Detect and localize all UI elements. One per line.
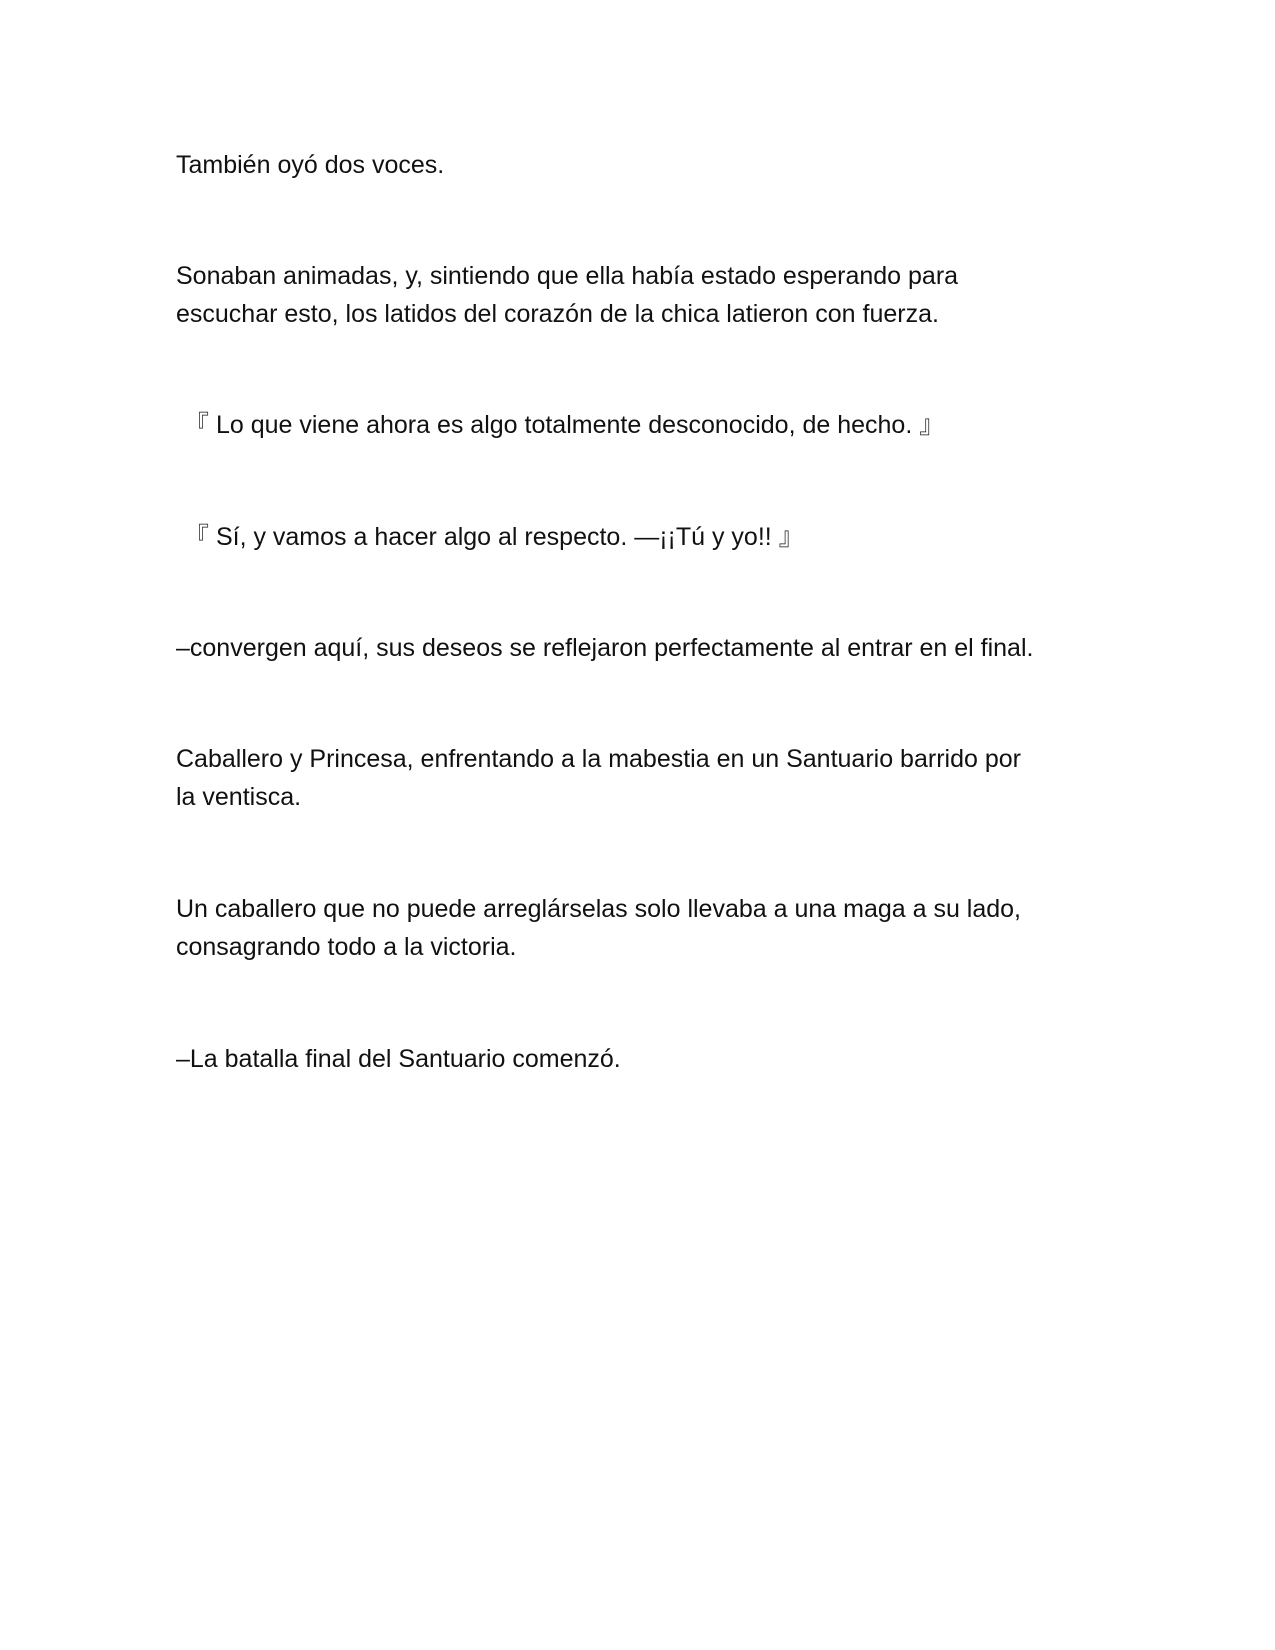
paragraph-line: consagrando todo a la victoria. — [176, 933, 517, 961]
paragraph-line: –La batalla final del Santuario comenzó. — [176, 1045, 621, 1073]
dialogue-quote-1 — [184, 406, 944, 444]
paragraph-7 — [176, 890, 1021, 966]
paragraph-line: También oyó dos voces. — [176, 151, 445, 179]
paragraph-line: –convergen aquí, sus deseos se reflejaron perfectamente al entrar en el final. — [176, 634, 1034, 662]
paragraph-line: Caballero y Princesa, enfrentando a la mabestia en un Santuario barrido por — [176, 745, 1021, 773]
paragraph-line: 『 Lo que viene ahora es algo totalmente desconocido, de hecho. 』 — [184, 411, 945, 439]
paragraph-line: la ventisca. — [176, 783, 302, 811]
paragraph-line: escuchar esto, los latidos del corazón de la chica latieron con fuerza. — [176, 300, 939, 328]
dialogue-quote-2 — [184, 518, 804, 556]
paragraph-line: Sonaban animadas, y, sintiendo que ella había estado esperando para — [176, 262, 959, 290]
paragraph-1 — [176, 146, 444, 184]
paragraph-6 — [176, 740, 1021, 816]
paragraph-8 — [176, 1040, 621, 1078]
paragraph-5 — [176, 629, 1033, 667]
paragraph-2 — [176, 257, 958, 333]
paragraph-line: Un caballero que no puede arreglárselas solo llevaba a una maga a su lado, — [176, 895, 1022, 923]
paragraph-line: 『 Sí, y vamos a hacer algo al respecto. —¡¡Tú y yo!! 』 — [184, 523, 804, 551]
